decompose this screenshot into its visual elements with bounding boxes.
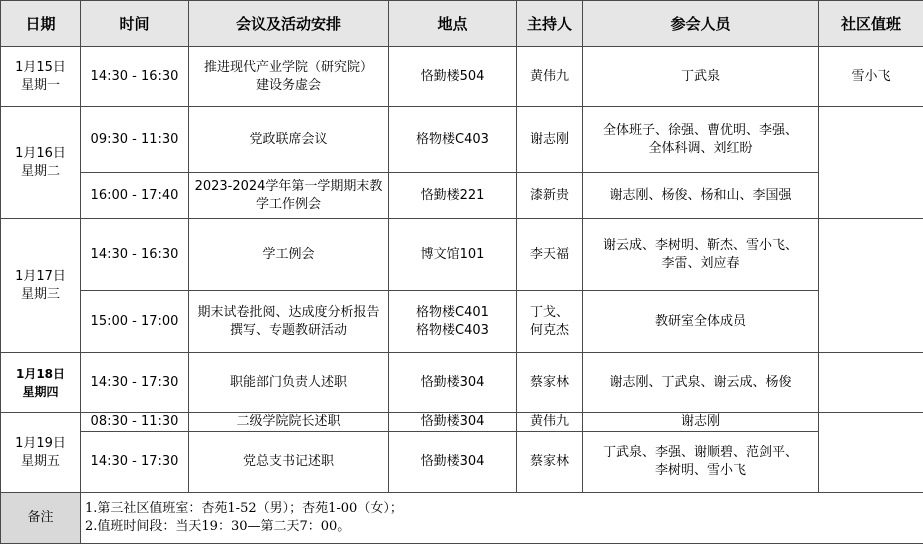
place-cell — [389, 413, 517, 432]
event-cell-line: 推进现代产业学院（研究院） — [203, 59, 373, 75]
place-cell-line: 格物楼C401 — [416, 304, 489, 320]
event-cell — [189, 413, 389, 432]
event-cell — [189, 107, 389, 173]
host-cell-line: 漆新贵 — [529, 187, 569, 203]
date-cell — [1, 413, 81, 493]
host-cell-line: 李天福 — [529, 246, 569, 262]
weekday-text: 星期二 — [20, 163, 60, 179]
date-text: 1月18日 — [15, 366, 66, 381]
notes-label: 备注 — [1, 493, 81, 544]
header-row — [1, 1, 923, 47]
time-cell: 09:30 - 11:30 — [81, 107, 189, 173]
attendees-cell — [583, 353, 819, 413]
event-cell-line: 党总支书记述职 — [242, 454, 334, 469]
place-cell — [389, 291, 517, 353]
header-time: 时间 — [81, 1, 189, 47]
event-cell-line: 2023-2024学年第一学期期末教 — [194, 178, 383, 194]
host-cell-line: 丁戈、 — [529, 304, 569, 320]
attendees-cell-line: 教研室全体成员 — [654, 313, 746, 329]
place-cell-line: 恪勤楼221 — [420, 187, 485, 203]
place-cell-line: 博文馆101 — [420, 246, 485, 262]
weekday-text: 星期四 — [22, 384, 59, 399]
event-cell-line: 建设务虚会 — [255, 77, 321, 93]
host-cell-line: 谢志刚 — [529, 131, 569, 147]
date-text: 1月16日 — [15, 145, 66, 161]
event-cell-line: 党政联席会议 — [249, 131, 328, 147]
host-cell-line: 蔡家林 — [529, 454, 569, 469]
weekday-text: 星期三 — [20, 286, 60, 302]
host-cell — [517, 173, 583, 219]
event-cell-line: 二级学院院长述职 — [236, 414, 341, 429]
duty-cell — [819, 353, 923, 413]
notes-text — [81, 493, 923, 544]
host-cell — [517, 107, 583, 173]
host-cell — [517, 47, 583, 107]
header-duty: 社区值班 — [819, 1, 923, 47]
schedule-row — [1, 47, 923, 107]
place-cell-line: 格物楼C403 — [416, 322, 489, 338]
event-cell-line: 职能部门负责人述职 — [229, 374, 347, 390]
schedule-row — [1, 291, 923, 353]
header-attendees: 参会人员 — [583, 1, 819, 47]
note-line: 1.第三社区值班室：杏苑1-52（男）；杏苑1-00（女）； — [85, 501, 403, 516]
date-text: 1月15日 — [15, 59, 66, 75]
attendees-cell-line: 谢志刚 — [680, 414, 720, 429]
event-cell-line: 期末试卷批阅、达成度分析报告 — [197, 304, 380, 320]
note-line: 2.值班时间段：当天19：30—第二天7：00。 — [85, 519, 351, 534]
attendees-cell-line: 全体科调、刘红盼 — [648, 140, 753, 156]
attendees-cell — [583, 291, 819, 353]
date-cell — [1, 107, 81, 219]
event-cell-line: 学工例会 — [262, 246, 315, 262]
host-cell-line: 黄伟九 — [529, 414, 569, 429]
place-cell-line: 恪勤楼304 — [420, 414, 485, 429]
place-cell — [389, 47, 517, 107]
place-cell — [389, 219, 517, 291]
place-cell-line: 恪勤楼504 — [420, 68, 485, 84]
schedule-row — [1, 173, 923, 219]
event-cell — [189, 353, 389, 413]
time-cell: 14:30 - 17:30 — [81, 353, 189, 413]
time-cell: 16:00 - 17:40 — [81, 173, 189, 219]
time-cell: 14:30 - 17:30 — [81, 432, 189, 493]
attendees-cell-line: 丁武泉 — [680, 68, 720, 84]
schedule-row — [1, 219, 923, 291]
place-cell-line: 恪勤楼304 — [420, 374, 485, 390]
notes-row — [1, 493, 923, 544]
schedule-row — [1, 107, 923, 173]
time-cell: 15:00 - 17:00 — [81, 291, 189, 353]
date-cell — [1, 353, 81, 413]
schedule-row — [1, 432, 923, 493]
schedule-row — [1, 353, 923, 413]
place-cell — [389, 173, 517, 219]
header-event: 会议及活动安排 — [189, 1, 389, 47]
place-cell-line: 恪勤楼304 — [420, 454, 485, 469]
schedule-row — [1, 413, 923, 432]
event-cell — [189, 432, 389, 493]
event-cell — [189, 291, 389, 353]
header-host: 主持人 — [517, 1, 583, 47]
attendees-cell — [583, 432, 819, 493]
attendees-cell — [583, 107, 819, 173]
attendees-cell — [583, 413, 819, 432]
event-cell — [189, 47, 389, 107]
host-cell-line: 蔡家林 — [529, 374, 569, 390]
place-cell — [389, 432, 517, 493]
host-cell — [517, 413, 583, 432]
event-cell — [189, 219, 389, 291]
attendees-cell-line: 全体班子、徐强、曹优明、李强、 — [602, 122, 798, 138]
weekday-text: 星期五 — [20, 453, 60, 469]
time-cell: 08:30 - 11:30 — [81, 413, 189, 432]
host-cell — [517, 432, 583, 493]
date-text: 1月19日 — [15, 435, 66, 451]
place-cell-line: 格物楼C403 — [416, 131, 489, 147]
attendees-cell — [583, 219, 819, 291]
attendees-cell — [583, 173, 819, 219]
duty-cell — [819, 413, 923, 493]
host-cell — [517, 291, 583, 353]
date-text: 1月17日 — [15, 268, 66, 284]
header-place: 地点 — [389, 1, 517, 47]
host-cell — [517, 219, 583, 291]
attendees-cell-line: 李树明、雪小飞 — [654, 463, 746, 478]
attendees-cell-line: 李雷、刘应春 — [661, 255, 740, 271]
attendees-cell-line: 谢志刚、杨俊、杨和山、李国强 — [609, 187, 792, 203]
attendees-cell-line: 丁武泉、李强、谢顺碧、范剑平、 — [602, 445, 798, 460]
header-date: 日期 — [1, 1, 81, 47]
event-cell — [189, 173, 389, 219]
duty-cell — [819, 219, 923, 353]
attendees-cell-line: 谢云成、李树明、靳杰、雪小飞、 — [602, 237, 798, 253]
host-cell-line: 黄伟九 — [529, 68, 569, 84]
event-cell-line: 撰写、专题教研活动 — [229, 322, 347, 338]
attendees-cell — [583, 47, 819, 107]
place-cell — [389, 353, 517, 413]
attendees-cell-line: 谢志刚、丁武泉、谢云成、杨俊 — [609, 374, 792, 390]
time-cell: 14:30 - 16:30 — [81, 47, 189, 107]
time-cell: 14:30 - 16:30 — [81, 219, 189, 291]
weekday-text: 星期一 — [20, 77, 60, 93]
event-cell-line: 学工作例会 — [255, 196, 321, 212]
duty-cell: 雪小飞 — [819, 47, 923, 107]
schedule-body — [1, 47, 923, 493]
duty-cell — [819, 107, 923, 219]
date-cell — [1, 47, 81, 107]
place-cell — [389, 107, 517, 173]
host-cell — [517, 353, 583, 413]
date-cell — [1, 219, 81, 353]
host-cell-line: 何克杰 — [529, 322, 569, 338]
